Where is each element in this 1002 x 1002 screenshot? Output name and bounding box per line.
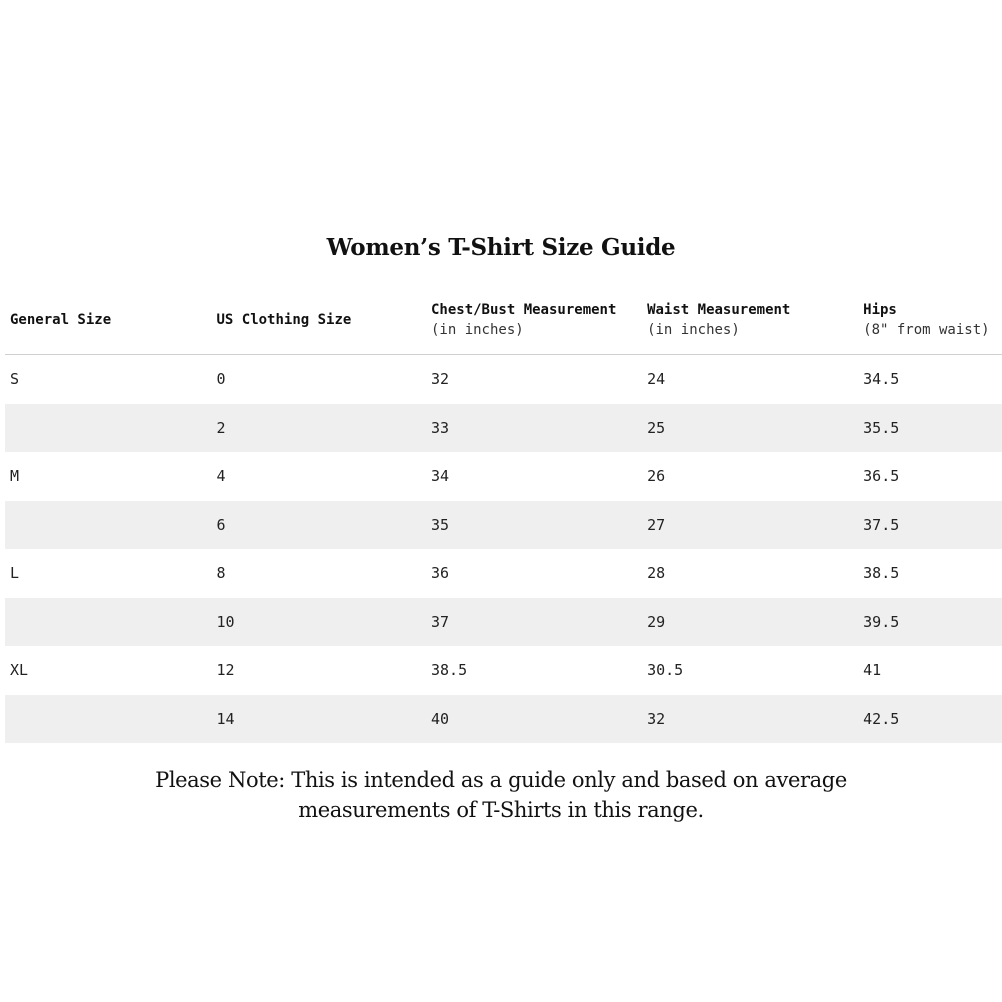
note-line: Please Note: This is intended as a guide only and based on average [155, 768, 847, 792]
cell-us-size: 12 [216, 661, 235, 680]
header-label: Waist Measurement [647, 301, 791, 318]
header-waist [642, 285, 858, 355]
cell-chest: 37 [426, 598, 642, 647]
cell-chest: 34 [430, 467, 450, 486]
table-row [5, 404, 1002, 453]
cell-us-size: 4 [216, 467, 226, 486]
cell-us-size: 2 [211, 404, 426, 453]
cell-general-size: S [10, 370, 20, 389]
cell-waist: 26 [647, 467, 666, 486]
cell-us-size: 0 [216, 370, 226, 389]
cell-chest: 33 [426, 404, 642, 453]
cell-general-size: M [10, 467, 20, 486]
cell-us-size: 6 [211, 501, 426, 550]
cell-general-size [5, 695, 211, 744]
header-label: US Clothing Size [216, 311, 352, 328]
disclaimer-note [0, 765, 1002, 825]
table-row [5, 452, 1002, 501]
table-header-row [5, 285, 1002, 355]
header-chest-bust [426, 285, 642, 355]
cell-us-size: 14 [211, 695, 426, 744]
header-us-clothing-size [211, 285, 426, 355]
cell-hips: 41 [863, 661, 882, 680]
cell-chest: 35 [426, 501, 642, 550]
table-row [5, 598, 1002, 647]
cell-waist: 32 [642, 695, 858, 744]
cell-general-size [5, 598, 211, 647]
header-label: Chest/Bust Measurement [430, 301, 617, 318]
cell-chest: 38.5 [430, 661, 468, 680]
cell-hips: 36.5 [863, 467, 900, 486]
cell-chest: 40 [426, 695, 642, 744]
cell-waist: 24 [647, 370, 666, 389]
cell-hips: 39.5 [858, 598, 1002, 647]
cell-waist: 27 [642, 501, 858, 550]
cell-waist: 28 [647, 564, 666, 583]
table-row [5, 646, 1002, 695]
cell-us-size: 10 [211, 598, 426, 647]
header-unit: (in inches) [430, 321, 524, 338]
cell-chest: 36 [430, 564, 450, 583]
cell-us-size: 8 [216, 564, 226, 583]
header-hips [858, 285, 1002, 355]
cell-general-size: XL [10, 661, 29, 680]
cell-general-size [5, 501, 211, 550]
cell-waist: 30.5 [647, 661, 684, 680]
header-label: Hips [863, 301, 897, 318]
table-row [5, 695, 1002, 744]
cell-hips: 34.5 [863, 370, 900, 389]
note-line: measurements of T-Shirts in this range. [298, 798, 704, 822]
header-label: General Size [10, 311, 112, 328]
cell-hips: 37.5 [858, 501, 1002, 550]
size-guide-table [5, 285, 1002, 743]
page-title: Women’s T-Shirt Size Guide [326, 234, 676, 261]
table-row [5, 501, 1002, 550]
table-row [5, 549, 1002, 598]
header-general-size [5, 285, 211, 355]
cell-waist: 29 [642, 598, 858, 647]
cell-general-size [5, 404, 211, 453]
cell-general-size: L [10, 564, 20, 583]
cell-waist: 25 [642, 404, 858, 453]
header-unit: (in inches) [647, 321, 740, 338]
table-row [5, 355, 1002, 404]
cell-chest: 32 [430, 370, 450, 389]
header-unit: (8" from waist) [863, 321, 990, 338]
cell-hips: 35.5 [858, 404, 1002, 453]
cell-hips: 38.5 [863, 564, 900, 583]
cell-hips: 42.5 [858, 695, 1002, 744]
